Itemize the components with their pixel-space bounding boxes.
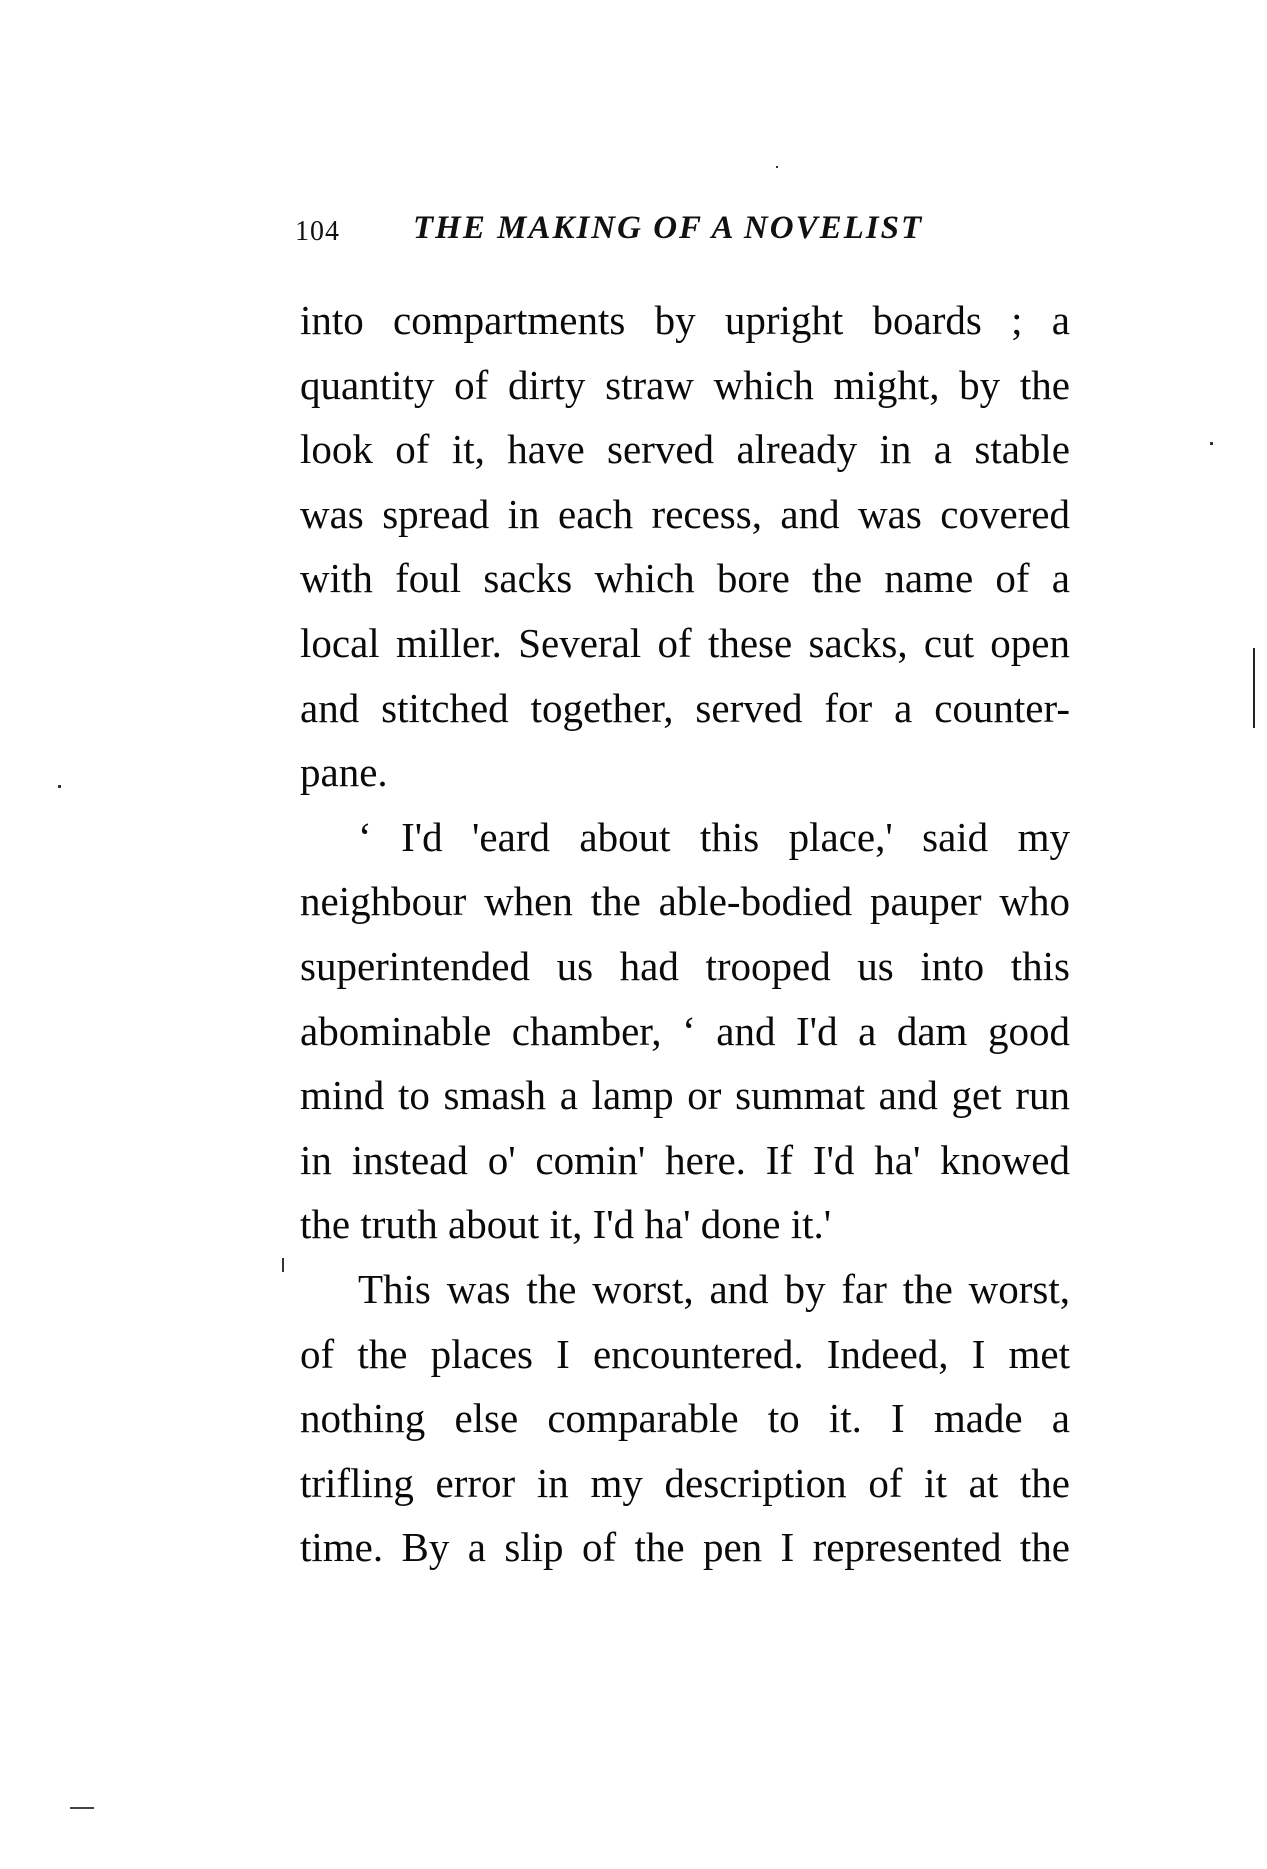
text-line: was spread in each recess, and was covered [300, 490, 1070, 537]
text-line: local miller. Several of these sacks, cut open [300, 619, 1070, 666]
page-number: 104 [295, 216, 340, 247]
text-line: ‘ I'd 'eard about this place,' said my [358, 813, 1070, 860]
body-text [300, 288, 1070, 1580]
scan-speck [58, 785, 61, 788]
text-line: trifling error in my description of it at the [300, 1459, 1070, 1506]
scan-speck [776, 166, 778, 168]
text-line: nothing else comparable to it. I made a [300, 1395, 1070, 1442]
scan-speck [282, 1258, 284, 1272]
scan-speck [1210, 442, 1213, 445]
running-head [295, 210, 1055, 260]
text-line: with foul sacks which bore the name of a [300, 555, 1070, 602]
scan-edge-mark [1253, 648, 1255, 728]
text-line: pane. [300, 749, 388, 796]
text-line: quantity of dirty straw which might, by the [300, 361, 1070, 408]
text-line: and stitched together, served for a counter- [300, 684, 1070, 731]
text-line: in instead o' comin' here. If I'd ha' knowed [300, 1136, 1070, 1183]
text-line: mind to smash a lamp or summat and get run [300, 1072, 1070, 1119]
running-title: THE MAKING OF A NOVELIST [413, 210, 924, 246]
text-line: into compartments by upright boards ; a [300, 297, 1070, 343]
text-line: of the places I encountered. Indeed, I met [300, 1330, 1070, 1377]
text-line: abominable chamber, ‘ and I'd a dam good [300, 1007, 1070, 1054]
text-line: look of it, have served already in a stable [300, 426, 1070, 473]
text-line: This was the worst, and by far the worst, [358, 1265, 1070, 1312]
text-line: time. By a slip of the pen I represented the [300, 1524, 1070, 1571]
text-line: superintended us had trooped us into this [300, 942, 1070, 989]
scan-dash-mark [70, 1807, 94, 1809]
text-line: neighbour when the able-bodied pauper who [300, 878, 1070, 925]
text-line: the truth about it, I'd ha' done it.' [300, 1201, 832, 1248]
